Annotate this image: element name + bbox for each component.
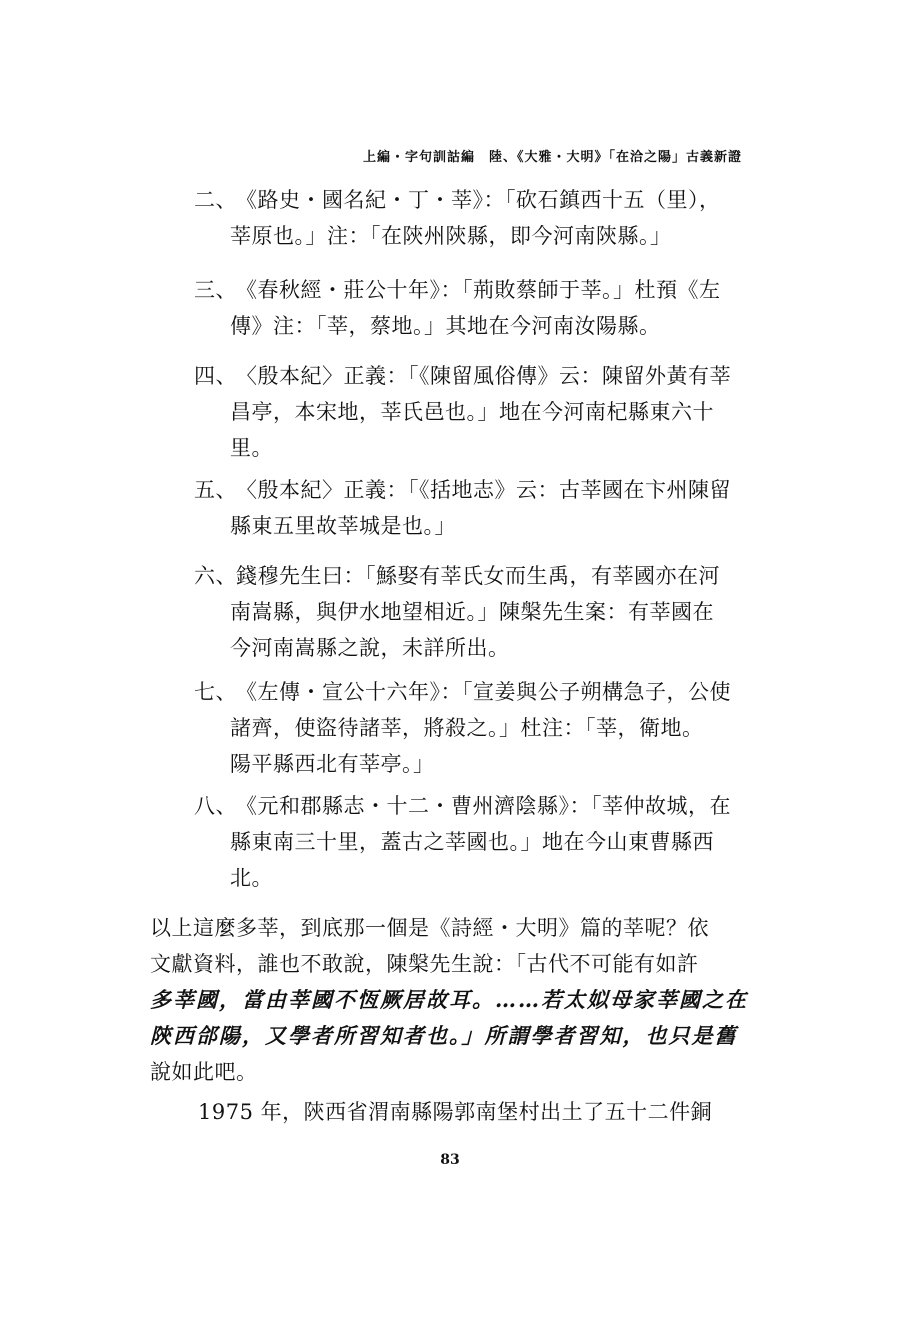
item-number: 七、 [194,680,237,704]
quoted-line: 多莘國，當由莘國不恆厥居故耳。……若太姒母家莘國之在 [150,987,748,1012]
item-line: 《元和郡縣志・十二・曹州濟陰縣》：「莘仲故城，在 [236,794,731,818]
item-line: 《左傳・宣公十六年》：「宣姜與公子朔構急子，公使 [236,680,731,704]
paragraph-line: 說如此吧。 [150,1060,258,1084]
item-line: 錢穆先生曰：「鯀娶有莘氏女而生禹，有莘國亦在河 [236,564,720,588]
item-line: 里。 [230,436,273,460]
closing-paragraph [150,1094,740,1130]
item-line: 〈殷本紀〉正義：「《陳留風俗傳》云：陳留外黃有莘 [236,364,731,388]
paragraph-line: 1975 年，陝西省渭南縣陽郭南堡村出土了五十二件銅 [198,1100,713,1124]
item-line: 諸齊，使盜待諸莘，將殺之。」杜注：「莘，衛地。 [230,716,704,740]
item-number: 六、 [194,564,237,588]
item-line: 〈殷本紀〉正義：「《括地志》云：古莘國在卞州陳留 [236,478,731,502]
list-item [194,182,742,254]
item-number: 五、 [194,478,237,502]
page-number: 83 [440,1152,460,1168]
item-number: 三、 [194,278,237,302]
item-line: 傳》注：「莘，蔡地。」其地在今河南汝陽縣。 [230,314,661,338]
paragraph-line: 文獻資料，誰也不敢說，陳槃先生說：「古代不可能有如許 [150,952,699,976]
quoted-line: 陝西郃陽，又學者所習知者也。」所謂學者習知，也只是舊 [150,1023,738,1048]
item-line: 南嵩縣，與伊水地望相近。」陳槃先生案：有莘國在 [230,600,714,624]
item-line: 今河南嵩縣之說，未詳所出。 [230,636,510,660]
item-line: 昌亭，本宋地，莘氏邑也。」地在今河南杞縣東六十 [230,400,714,424]
list-item [194,674,742,782]
list-item [194,788,742,896]
summary-paragraph [150,910,748,1090]
item-line: 北。 [230,866,273,890]
item-line: 莘原也。」注：「在陝州陝縣，即今河南陝縣。」 [230,224,672,248]
item-line: 《春秋經・莊公十年》：「荊敗蔡師于莘。」杜預《左 [236,278,721,302]
list-item [194,358,742,466]
item-number: 八、 [194,794,237,818]
item-number: 四、 [194,364,237,388]
item-line: 縣東五里故莘城是也。」 [230,514,456,538]
list-item [194,558,742,666]
item-line: 陽平縣西北有莘亭。」 [230,752,435,776]
list-item [194,472,742,544]
running-header: 上編・字句訓詁編 陸、《大雅・大明》「在洽之陽」古義新證 [362,150,742,165]
paragraph-line: 以上這麼多莘，到底那一個是《詩經・大明》篇的莘呢？依 [150,916,709,940]
list-item [194,272,742,344]
item-number: 二、 [194,188,237,212]
item-line: 《路史・國名紀・丁・莘》：「砍石鎮西十五（里）， [236,188,721,212]
item-line: 縣東南三十里，蓋古之莘國也。」地在今山東曹縣西 [230,830,714,854]
